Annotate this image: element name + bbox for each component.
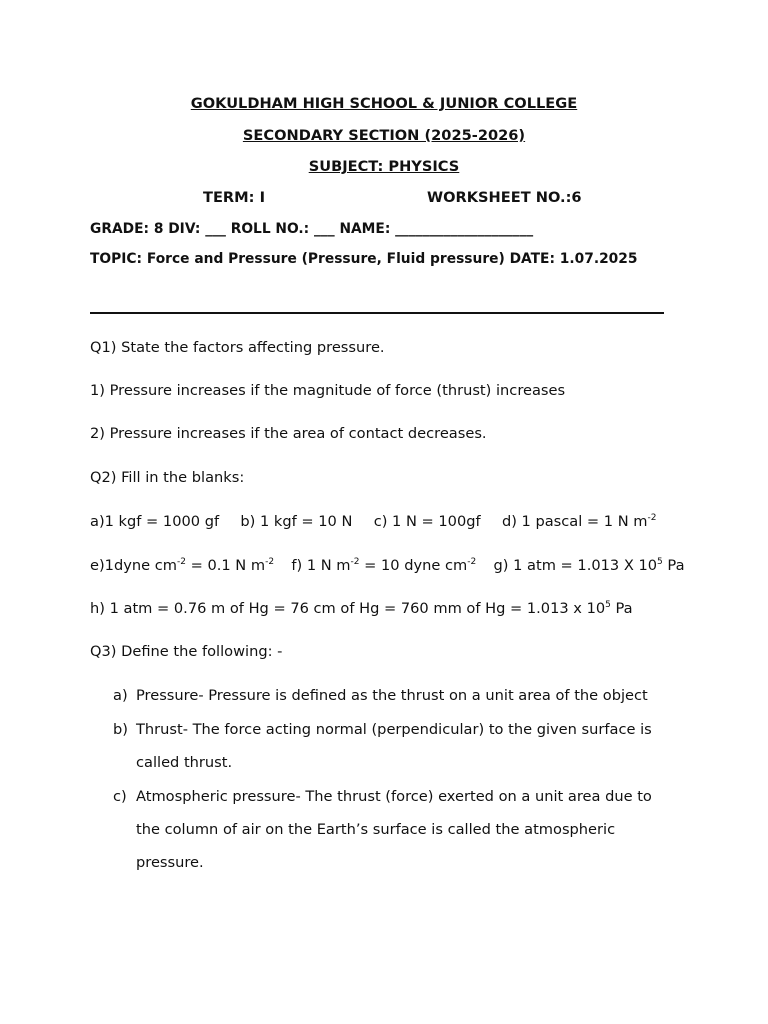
- q1-answer-1: 1) Pressure increases if the magnitude of force (thrust) increases: [90, 382, 566, 399]
- q2-blank-b: b) 1 kgf = 10 N: [240, 513, 353, 530]
- q3-item-a-line-1: Pressure- Pressure is defined as the thrust on a unit area of the object: [136, 687, 648, 704]
- q2-row-2: [90, 556, 685, 576]
- q3-item-b-line-2: called thrust.: [136, 754, 233, 771]
- q2-blank-a: a)1 kgf = 1000 gf: [90, 513, 220, 530]
- q3-question: Q3) Define the following: -: [90, 643, 283, 660]
- q2-blank-d: d) 1 pascal = 1 N $m^{-2}$: [501, 513, 657, 530]
- q2-blank-c: c) 1 N = 100gf: [373, 513, 481, 530]
- subject-title: SUBJECT: PHYSICS: [308, 158, 460, 175]
- q2-blank-h: h) 1 atm = 0.76 m of Hg = 76 cm of Hg = 760 mm of Hg = 1.013 x $10^5$ Pa: [90, 600, 633, 617]
- q3-item-c-line-2: the column of air on the Earth’s surface is called the atmospheric: [136, 821, 616, 838]
- q2-row-1: [90, 512, 656, 532]
- q3-item-c-label: c): [113, 788, 127, 805]
- q1-answer-2: 2) Pressure increases if the area of contact decreases.: [90, 425, 487, 442]
- q1-question: Q1) State the factors affecting pressure.: [90, 339, 385, 356]
- grade-line: GRADE: 8 DIV: ___ ROLL NO.: ___ NAME: ____________________: [90, 221, 534, 237]
- q2-blank-f: f) 1 N $m^{-2} = 10$ dyne $cm^{-2}$: [291, 557, 477, 574]
- q2-blank-g: g) 1 atm = 1.013 X $10^5$ Pa: [493, 557, 685, 574]
- school-name: GOKULDHAM HIGH SCHOOL & JUNIOR COLLEGE: [190, 95, 578, 112]
- section-title: SECONDARY SECTION (2025-2026): [242, 127, 526, 144]
- q2-blank-e: e)1dyne $cm^{-2} = 0.1$ N $m^{-2}$: [90, 557, 275, 574]
- worksheet-number: WORKSHEET NO.:6: [427, 189, 582, 206]
- q3-item-c-line-3: pressure.: [136, 854, 204, 871]
- separator-rule: [90, 312, 664, 314]
- topic-line: TOPIC: Force and Pressure (Pressure, Fluid pressure) DATE: 1.07.2025: [90, 251, 638, 267]
- q3-item-c-line-1: Atmospheric pressure- The thrust (force) exerted on a unit area due to: [136, 788, 652, 805]
- q3-item-b-line-1: Thrust- The force acting normal (perpendicular) to the given surface is: [136, 721, 652, 738]
- q3-item-a-label: a): [113, 687, 128, 704]
- term-label: TERM: I: [203, 189, 266, 206]
- q3-item-b-label: b): [113, 721, 128, 738]
- q2-question: Q2) Fill in the blanks:: [90, 469, 245, 486]
